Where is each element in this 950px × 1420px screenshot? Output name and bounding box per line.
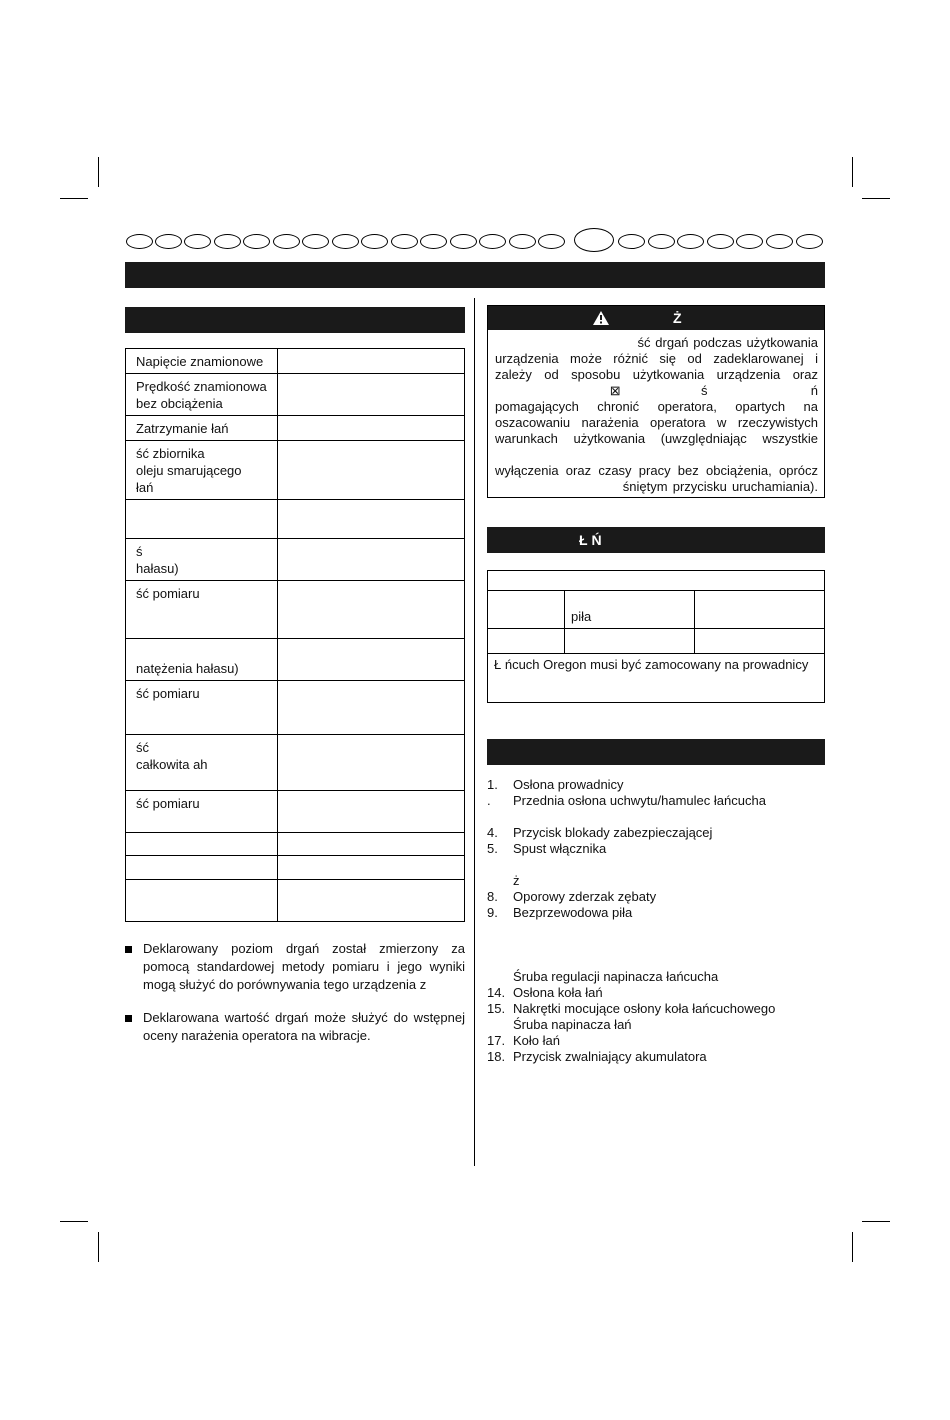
- part-label: Bezprzewodowa piła: [513, 905, 633, 920]
- part-number: 15.: [487, 1001, 506, 1016]
- language-oval: [736, 234, 763, 249]
- part-number: 5.: [487, 841, 498, 856]
- table-row: [126, 500, 465, 539]
- warning-line: [495, 447, 818, 463]
- warning-line: ść drgań podczas użytkowania: [495, 335, 818, 350]
- part-label: Przednia osłona uchwytu/hamulec łańcucha: [513, 793, 766, 808]
- spec-value: [278, 500, 465, 539]
- list-item: [487, 1049, 825, 1065]
- part-label: Przycisk blokady zabezpieczającej: [513, 825, 713, 840]
- spec-value: [278, 416, 465, 441]
- list-item: [487, 985, 825, 1001]
- spec-label: ść zbiornika oleju smarującego łań: [126, 441, 278, 500]
- warning-text: [488, 330, 824, 495]
- crop-mark-top-left-v: [98, 157, 99, 187]
- table-cell: piła: [565, 591, 695, 629]
- page-header-bar: [125, 262, 825, 288]
- table-row: [126, 581, 465, 639]
- language-oval: [796, 234, 823, 249]
- table-row: [126, 681, 465, 735]
- table-row: [126, 539, 465, 581]
- language-oval: [707, 234, 734, 249]
- spec-value: [278, 681, 465, 735]
- warning-line: śniętym przycisku uruchamiania).: [495, 479, 818, 494]
- vibration-notes: [125, 940, 465, 1060]
- spec-label: Prędkość znamionowa bez obciążenia: [126, 374, 278, 416]
- warning-line: ⊠ ś ń: [495, 383, 818, 398]
- language-oval: [648, 234, 675, 249]
- list-item: [487, 825, 825, 841]
- table-row: [488, 571, 825, 591]
- table-row: [126, 791, 465, 833]
- table-row: [126, 856, 465, 880]
- part-number: 14.: [487, 985, 506, 1000]
- spec-label: ść pomiaru: [126, 581, 278, 639]
- list-item: [487, 1033, 825, 1049]
- list-item: [487, 889, 825, 905]
- language-oval: [479, 234, 506, 249]
- spec-value: [278, 856, 465, 880]
- crop-mark-bottom-right-h: [862, 1221, 890, 1222]
- chain-section-header: [487, 527, 825, 553]
- spec-label: ść pomiaru: [126, 681, 278, 735]
- spec-label: Zatrzymanie łań: [126, 416, 278, 441]
- part-number: .: [487, 793, 491, 808]
- list-item: [487, 921, 825, 937]
- bullet-text: Deklarowany poziom drgań został zmierzony za pomocą standardowej metody pomiaru i jego wyniki mogą służyć do porównywania tego urządzenia z: [143, 941, 465, 992]
- warning-line: oszacowaniu narażenia operatora w rzeczywistych: [495, 415, 818, 430]
- table-cell: [565, 629, 695, 654]
- spec-section-header: [125, 307, 465, 333]
- part-number: 17.: [487, 1033, 506, 1048]
- table-cell: [695, 629, 825, 654]
- list-item: [125, 1009, 465, 1045]
- table-cell: [488, 629, 565, 654]
- spec-label: [126, 856, 278, 880]
- table-cell: [695, 591, 825, 629]
- warning-header: [488, 306, 824, 330]
- warning-line: zależy od sposobu użytkowania urządzenia oraz: [495, 367, 818, 382]
- warning-heading: Ż: [673, 310, 682, 326]
- part-label: ż: [513, 873, 520, 888]
- language-oval: [509, 234, 536, 249]
- crop-mark-bottom-left-v: [98, 1232, 99, 1262]
- part-number: 18.: [487, 1049, 506, 1064]
- bullet-text: Deklarowana wartość drgań może służyć do wstępnej oceny narażenia operatora na wibracje.: [143, 1010, 465, 1043]
- specification-table: [125, 348, 465, 922]
- spec-label: ść całkowita ah: [126, 735, 278, 791]
- language-oval: [214, 234, 241, 249]
- part-number: 4.: [487, 825, 498, 840]
- list-item: [487, 905, 825, 921]
- part-number: 1.: [487, 777, 498, 792]
- language-oval: [618, 234, 645, 249]
- spec-label: natężenia hałasu): [126, 639, 278, 681]
- language-oval: [361, 234, 388, 249]
- table-row: [126, 639, 465, 681]
- warning-line: pomagających chronić operatora, opartych na: [495, 399, 818, 414]
- language-oval: [126, 234, 153, 249]
- list-item: [487, 969, 825, 985]
- spec-value: [278, 374, 465, 416]
- chain-table: [487, 570, 825, 703]
- part-label: Osłona koła łań: [513, 985, 603, 1000]
- language-oval: [332, 234, 359, 249]
- language-oval: [243, 234, 270, 249]
- language-oval: [273, 234, 300, 249]
- table-cell: [488, 571, 825, 591]
- spec-label: [126, 833, 278, 856]
- list-item: [487, 953, 825, 969]
- table-row: [126, 833, 465, 856]
- part-label: Oporowy zderzak zębaty: [513, 889, 657, 904]
- part-label: Koło łań: [513, 1033, 560, 1048]
- crop-mark-bottom-left-h: [60, 1221, 88, 1222]
- bullet-square-icon: [125, 1015, 132, 1022]
- crop-mark-top-left-h: [60, 198, 88, 199]
- warning-line: wyłączenia oraz czasy pracy bez obciążenia, oprócz: [495, 463, 818, 478]
- part-label: Nakrętki mocujące osłony koła łańcuchowego: [513, 1001, 776, 1016]
- spec-label: Napięcie znamionowe: [126, 349, 278, 374]
- column-divider: [474, 298, 475, 1166]
- table-cell: [488, 591, 565, 629]
- language-oval: [184, 234, 211, 249]
- language-selector-row: [126, 232, 826, 252]
- crop-mark-bottom-right-v: [852, 1232, 853, 1262]
- language-oval-current: [574, 228, 614, 252]
- spec-value: [278, 441, 465, 500]
- language-oval: [155, 234, 182, 249]
- table-row: [488, 591, 825, 629]
- part-number: 9.: [487, 905, 498, 920]
- parts-list: [487, 777, 825, 1065]
- spec-value: [278, 735, 465, 791]
- part-number: 8.: [487, 889, 498, 904]
- spec-value: [278, 349, 465, 374]
- list-item: [487, 777, 825, 793]
- spec-label: ś hałasu): [126, 539, 278, 581]
- warning-triangle-icon: [593, 311, 609, 325]
- table-row: [126, 735, 465, 791]
- spec-label: [126, 880, 278, 922]
- list-item: [487, 937, 825, 953]
- table-row: [126, 441, 465, 500]
- spec-value: [278, 539, 465, 581]
- spec-value: [278, 880, 465, 922]
- list-item: [487, 809, 825, 825]
- part-label: Spust włącznika: [513, 841, 607, 856]
- warning-line: warunkach użytkowania (uwzględniając wszystkie: [495, 431, 818, 446]
- language-oval: [766, 234, 793, 249]
- table-row: [126, 374, 465, 416]
- warning-box: [487, 305, 825, 498]
- spec-value: [278, 791, 465, 833]
- table-row: [126, 880, 465, 922]
- warning-line: urządzenia może różnić się od zadeklarowanej i: [495, 351, 818, 366]
- chain-note: Ł ńcuch Oregon musi być zamocowany na prowadnicy: [488, 654, 825, 703]
- language-oval: [391, 234, 418, 249]
- chain-section-heading: Ł Ń: [579, 532, 602, 548]
- list-item: [487, 857, 825, 873]
- table-row: [126, 349, 465, 374]
- list-item: [487, 1017, 825, 1033]
- table-row: [488, 629, 825, 654]
- spec-label: ść pomiaru: [126, 791, 278, 833]
- bullet-square-icon: [125, 946, 132, 953]
- parts-section-header: [487, 739, 825, 765]
- language-oval: [302, 234, 329, 249]
- part-label: Śruba regulacji napinacza łańcucha: [513, 969, 719, 984]
- crop-mark-top-right-v: [852, 157, 853, 187]
- language-oval: [450, 234, 477, 249]
- language-oval: [677, 234, 704, 249]
- list-item: [487, 1001, 825, 1017]
- list-item: [487, 793, 825, 809]
- spec-value: [278, 639, 465, 681]
- spec-label: [126, 500, 278, 539]
- spec-value: [278, 581, 465, 639]
- list-item: [125, 940, 465, 994]
- list-item: [487, 873, 825, 889]
- spec-value: [278, 833, 465, 856]
- table-row: [488, 654, 825, 703]
- language-oval: [538, 234, 565, 249]
- table-row: [126, 416, 465, 441]
- part-label: Osłona prowadnicy: [513, 777, 624, 792]
- part-label: Przycisk zwalniający akumulatora: [513, 1049, 707, 1064]
- part-label: Śruba napinacza łań: [513, 1017, 632, 1032]
- crop-mark-top-right-h: [862, 198, 890, 199]
- language-oval: [420, 234, 447, 249]
- list-item: [487, 841, 825, 857]
